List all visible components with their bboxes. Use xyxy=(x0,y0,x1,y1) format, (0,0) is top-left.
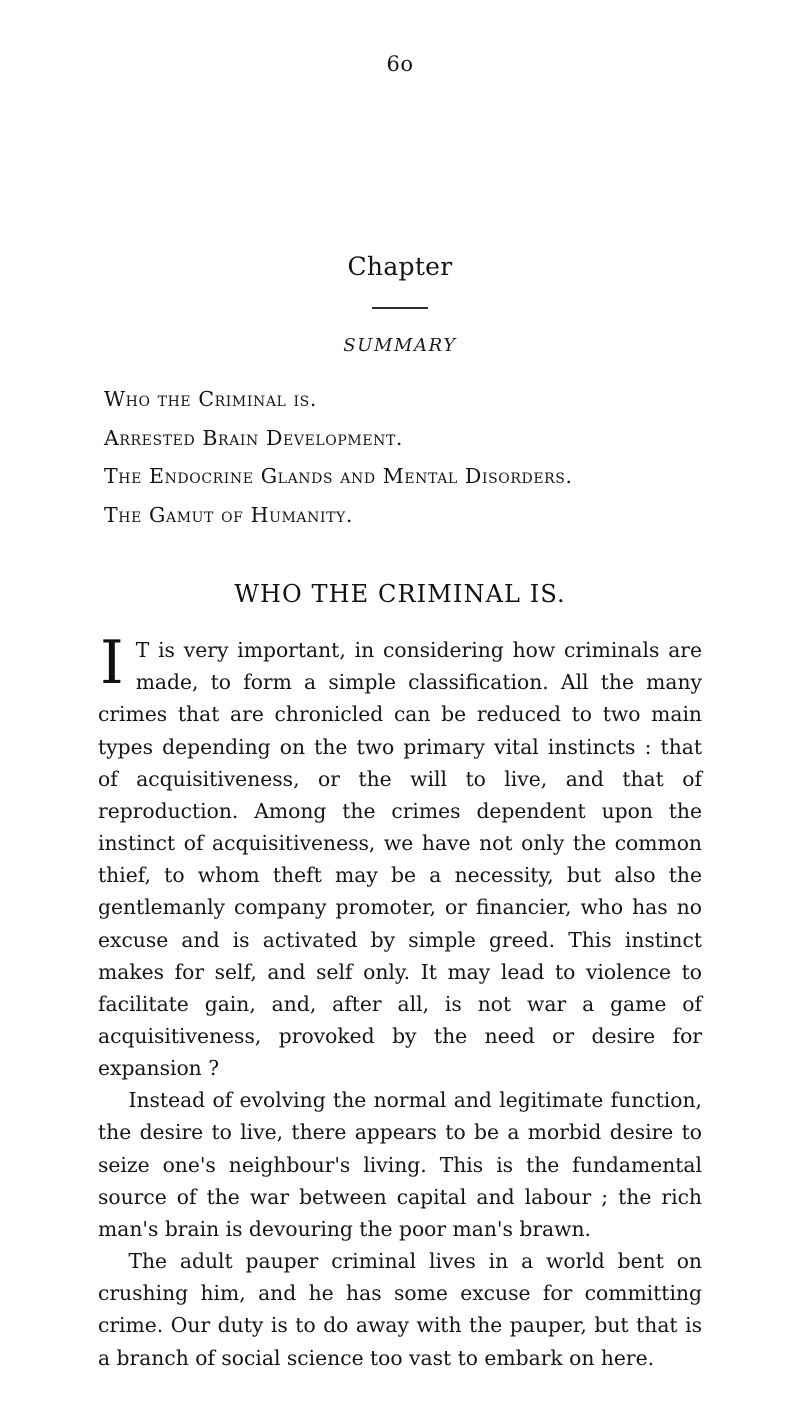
drop-cap: I xyxy=(100,628,124,699)
paragraph: The adult pauper criminal lives in a world bent on crushing him, and he has some excuse for committing crime. Our duty is to do away with the pauper, but that is a branch of social science too vast to embark on here. xyxy=(98,1249,702,1370)
summary-label: SUMMARY xyxy=(343,335,457,356)
section-title: WHO THE CRIMINAL IS. xyxy=(234,580,566,609)
list-item: Arrested Brain Development. xyxy=(104,425,404,450)
document-page xyxy=(0,52,800,1422)
chapter-heading: Chapter xyxy=(347,252,453,281)
paragraph: Instead of evolving the normal and legitimate function, the desire to live, there appears to be a morbid desire to seize one's neighbour's living. This is the fundamental source of the war between capital and labour ; the rich man's brain is devouring the poor man's brawn. xyxy=(98,1088,702,1241)
list-item: Who the Criminal is. xyxy=(104,387,317,411)
list-item: The Gamut of Humanity. xyxy=(104,502,353,527)
page-number: 6o xyxy=(386,52,414,76)
paragraph-text: T is very important, in considering how criminals are made, to form a simple classification. All the many crimes that are chronicled can be reduced to two main types depending on the two primary vital instincts : that of acquisitiveness, or the will to live, and that of reproduction. Among the crimes dependent upon the instinct of acquisitiveness, we have not only the common thief, to whom theft may be a necessity, but also the gentlemanly company promoter, or financier, who has no excuse and is activated by simple greed. This instinct makes for self, and self only. It may lead to violence to facilitate gain, and, after all, is not war a game of acquisitiveness, provoked by the need or desire for expansion ? xyxy=(98,638,702,1081)
body-text xyxy=(98,628,702,1374)
paragraph-first xyxy=(98,628,702,1084)
divider-rule xyxy=(372,307,428,309)
summary-list xyxy=(98,380,702,534)
list-item: The Endocrine Glands and Mental Disorders. xyxy=(104,464,573,489)
